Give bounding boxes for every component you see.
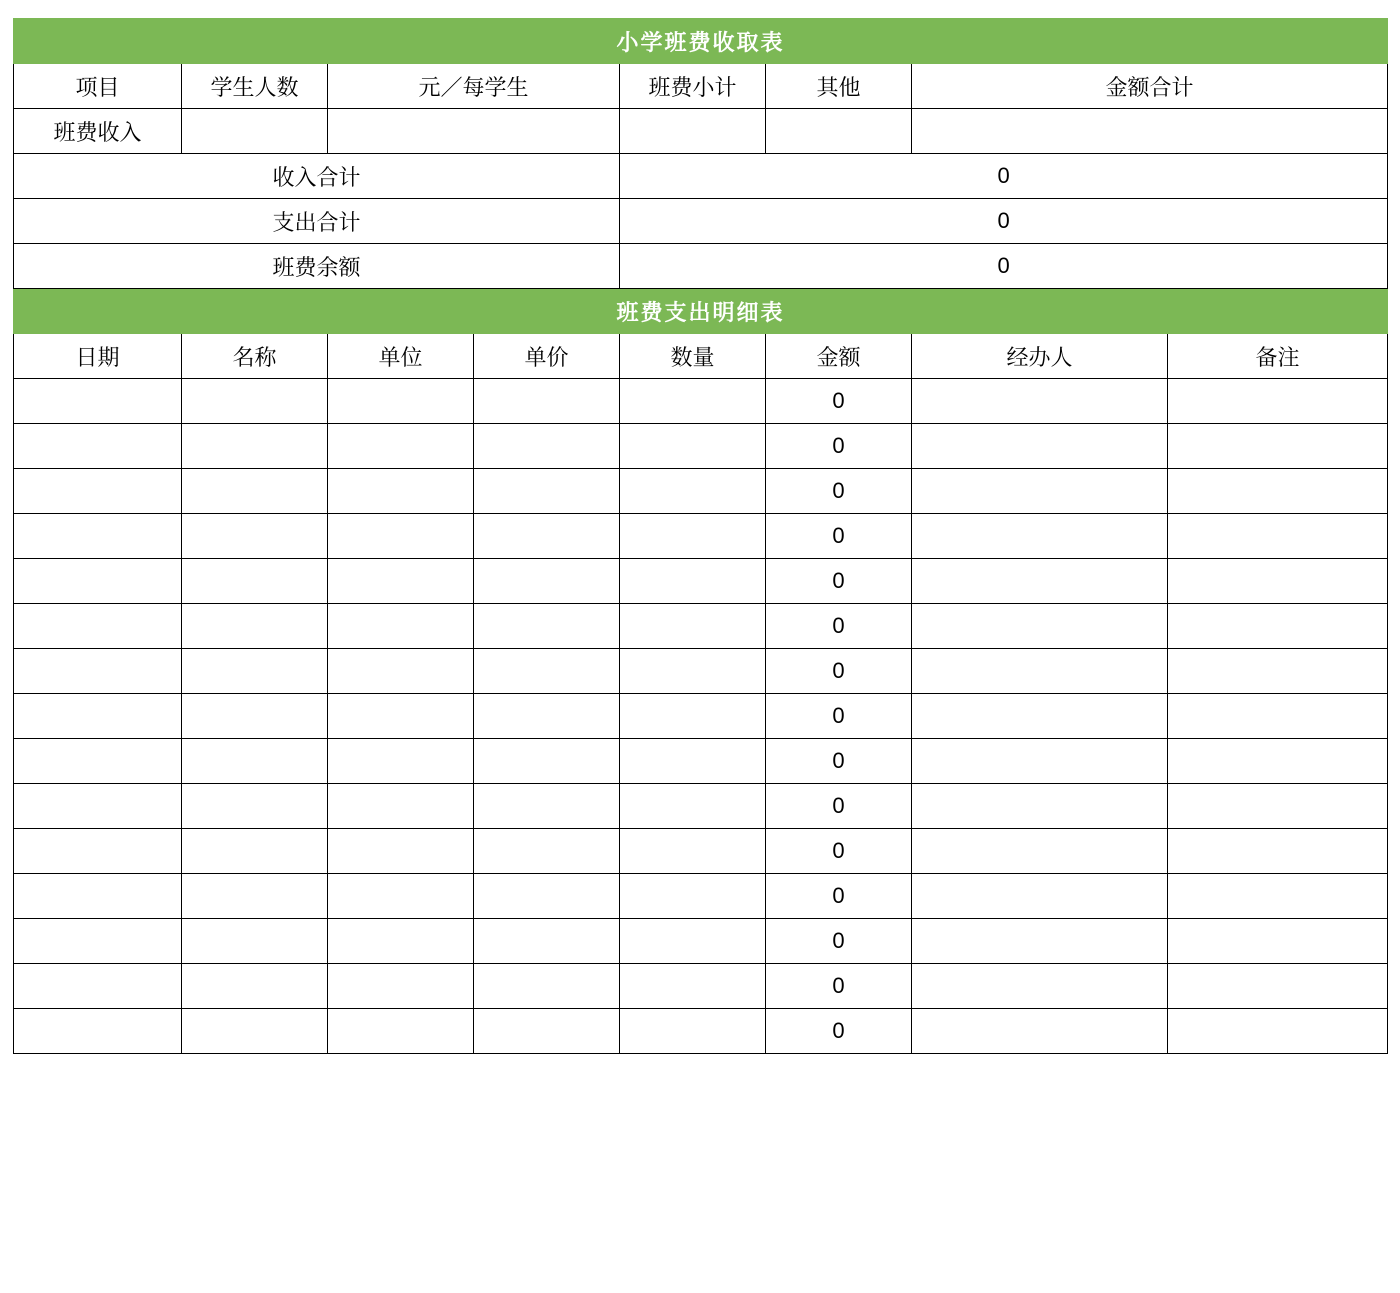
expense-cell-handler[interactable] [912,649,1168,694]
expense-cell-unit[interactable] [328,694,474,739]
expense-cell-name[interactable] [182,514,328,559]
expense-cell-remark[interactable] [1168,694,1388,739]
expense-cell-qty[interactable] [620,424,766,469]
expense-cell-unit[interactable] [328,739,474,784]
expense-cell-handler[interactable] [912,469,1168,514]
expense-cell-name[interactable] [182,739,328,784]
expense-cell-price[interactable] [474,739,620,784]
expense-cell-remark[interactable] [1168,559,1388,604]
expense-cell-unit[interactable] [328,649,474,694]
expense-cell-price[interactable] [474,469,620,514]
expense-cell-name[interactable] [182,604,328,649]
expense-cell-name[interactable] [182,874,328,919]
summary-value-balance[interactable]: 0 [620,244,1388,289]
expense-cell-unit[interactable] [328,559,474,604]
income-row-label: 班费收入 [14,109,182,154]
expense-cell-remark[interactable] [1168,424,1388,469]
expense-cell-handler[interactable] [912,739,1168,784]
table-row [14,919,1388,964]
expense-cell-remark[interactable] [1168,1009,1388,1054]
expense-cell-price[interactable] [474,829,620,874]
table-row [14,469,1388,514]
expense-cell-handler[interactable] [912,559,1168,604]
expense-cell-remark[interactable] [1168,739,1388,784]
income-per-student-cell[interactable] [328,109,620,154]
summary-value-expense-total[interactable]: 0 [620,199,1388,244]
expense-cell-date[interactable] [14,739,182,784]
expense-cell-unit[interactable] [328,514,474,559]
table-row [14,649,1388,694]
income-students-cell[interactable] [182,109,328,154]
summary-label-balance: 班费余额 [14,244,620,289]
expense-header-qty: 数量 [620,334,766,379]
title-row [14,19,1388,64]
expense-cell-qty[interactable] [620,379,766,424]
summary-row-income-total [14,154,1388,199]
expense-cell-date[interactable] [14,559,182,604]
expense-cell-amount[interactable]: 0 [766,829,912,874]
expense-cell-price[interactable] [474,649,620,694]
expense-cell-name[interactable] [182,559,328,604]
expense-cell-unit[interactable] [328,604,474,649]
expense-cell-name[interactable] [182,424,328,469]
expense-cell-remark[interactable] [1168,784,1388,829]
expense-cell-qty[interactable] [620,829,766,874]
expense-cell-price[interactable] [474,604,620,649]
expense-header-unit: 单位 [328,334,474,379]
income-header-per-student: 元／每学生 [328,64,620,109]
expense-cell-unit[interactable] [328,469,474,514]
expense-cell-unit[interactable] [328,424,474,469]
expense-cell-qty[interactable] [620,739,766,784]
table-row [14,694,1388,739]
expense-cell-amount[interactable]: 0 [766,874,912,919]
expense-cell-amount[interactable]: 0 [766,469,912,514]
section-title-row [14,289,1388,334]
expense-cell-amount[interactable]: 0 [766,1009,912,1054]
table-row [14,829,1388,874]
summary-row-expense-total [14,199,1388,244]
expense-cell-amount[interactable]: 0 [766,514,912,559]
expense-cell-remark[interactable] [1168,919,1388,964]
expense-cell-amount[interactable]: 0 [766,604,912,649]
expense-cell-amount[interactable]: 0 [766,919,912,964]
expense-cell-name[interactable] [182,469,328,514]
expense-cell-remark[interactable] [1168,604,1388,649]
expense-cell-unit[interactable] [328,784,474,829]
expense-cell-qty[interactable] [620,469,766,514]
expense-cell-qty[interactable] [620,1009,766,1054]
expense-cell-name[interactable] [182,829,328,874]
summary-label-income-total: 收入合计 [14,154,620,199]
expense-cell-price[interactable] [474,379,620,424]
expense-cell-price[interactable] [474,874,620,919]
table-row [14,1009,1388,1054]
expense-cell-date[interactable] [14,919,182,964]
expense-cell-handler[interactable] [912,379,1168,424]
expense-cell-handler[interactable] [912,604,1168,649]
expense-header-remark: 备注 [1168,334,1388,379]
expense-cell-qty[interactable] [620,874,766,919]
table-row [14,559,1388,604]
expense-cell-price[interactable] [474,784,620,829]
expense-cell-handler[interactable] [912,829,1168,874]
expense-header-row [14,334,1388,379]
income-header-students: 学生人数 [182,64,328,109]
summary-row-balance [14,244,1388,289]
income-header-subtotal: 班费小计 [620,64,766,109]
expense-cell-qty[interactable] [620,604,766,649]
expense-cell-remark[interactable] [1168,649,1388,694]
expense-cell-unit[interactable] [328,874,474,919]
table-row [14,379,1388,424]
expense-cell-qty[interactable] [620,559,766,604]
expense-cell-qty[interactable] [620,649,766,694]
expense-cell-price[interactable] [474,559,620,604]
expense-cell-handler[interactable] [912,919,1168,964]
expense-cell-amount[interactable]: 0 [766,739,912,784]
expense-cell-amount[interactable]: 0 [766,379,912,424]
expense-cell-name[interactable] [182,694,328,739]
expense-cell-qty[interactable] [620,694,766,739]
expense-cell-name[interactable] [182,919,328,964]
expense-cell-handler[interactable] [912,514,1168,559]
table-row [14,964,1388,1009]
expense-cell-remark[interactable] [1168,964,1388,1009]
table-row [14,739,1388,784]
expense-cell-remark[interactable] [1168,469,1388,514]
expense-cell-price[interactable] [474,694,620,739]
expense-rows-body [14,379,1388,1054]
expense-cell-price[interactable] [474,964,620,1009]
expense-cell-name[interactable] [182,649,328,694]
expense-cell-handler[interactable] [912,874,1168,919]
expense-cell-handler[interactable] [912,964,1168,1009]
expense-header-name: 名称 [182,334,328,379]
expense-cell-amount[interactable]: 0 [766,559,912,604]
income-header-row [14,64,1388,109]
table-row [14,604,1388,649]
section-title: 班费支出明细表 [14,289,1388,334]
expense-cell-name[interactable] [182,379,328,424]
expense-cell-amount[interactable]: 0 [766,694,912,739]
expense-cell-price[interactable] [474,1009,620,1054]
expense-cell-amount[interactable]: 0 [766,964,912,1009]
expense-cell-handler[interactable] [912,784,1168,829]
expense-cell-unit[interactable] [328,964,474,1009]
summary-label-expense-total: 支出合计 [14,199,620,244]
expense-cell-date[interactable] [14,379,182,424]
expense-cell-date[interactable] [14,469,182,514]
expense-cell-price[interactable] [474,514,620,559]
budget-sheet-table [13,18,1388,1054]
expense-cell-price[interactable] [474,424,620,469]
expense-cell-date[interactable] [14,874,182,919]
expense-header-date: 日期 [14,334,182,379]
table-row [14,874,1388,919]
expense-cell-amount[interactable]: 0 [766,424,912,469]
income-header-item: 项目 [14,64,182,109]
expense-header-amount: 金额 [766,334,912,379]
expense-cell-remark[interactable] [1168,874,1388,919]
expense-cell-date[interactable] [14,964,182,1009]
expense-cell-unit[interactable] [328,919,474,964]
expense-cell-qty[interactable] [620,514,766,559]
expense-cell-qty[interactable] [620,964,766,1009]
table-row [14,424,1388,469]
expense-cell-date[interactable] [14,694,182,739]
expense-cell-amount[interactable]: 0 [766,784,912,829]
expense-cell-handler[interactable] [912,1009,1168,1054]
expense-header-price: 单价 [474,334,620,379]
expense-cell-unit[interactable] [328,829,474,874]
spreadsheet-sheet [13,0,1387,1054]
expense-cell-date[interactable] [14,514,182,559]
table-row [14,784,1388,829]
expense-cell-remark[interactable] [1168,829,1388,874]
expense-cell-qty[interactable] [620,784,766,829]
document-title: 小学班费收取表 [14,19,1388,64]
summary-value-income-total[interactable]: 0 [620,154,1388,199]
expense-cell-date[interactable] [14,649,182,694]
income-subtotal-cell[interactable] [620,109,766,154]
expense-cell-date[interactable] [14,1009,182,1054]
expense-cell-name[interactable] [182,1009,328,1054]
expense-cell-date[interactable] [14,604,182,649]
expense-cell-name[interactable] [182,784,328,829]
income-header-other: 其他 [766,64,912,109]
income-total-cell[interactable] [912,109,1388,154]
income-header-total: 金额合计 [912,64,1388,109]
expense-cell-name[interactable] [182,964,328,1009]
expense-cell-remark[interactable] [1168,514,1388,559]
expense-cell-remark[interactable] [1168,379,1388,424]
expense-cell-amount[interactable]: 0 [766,649,912,694]
expense-cell-handler[interactable] [912,424,1168,469]
expense-header-handler: 经办人 [912,334,1168,379]
expense-cell-qty[interactable] [620,919,766,964]
income-other-cell[interactable] [766,109,912,154]
expense-cell-price[interactable] [474,919,620,964]
expense-cell-unit[interactable] [328,1009,474,1054]
table-row [14,514,1388,559]
expense-cell-date[interactable] [14,784,182,829]
expense-cell-date[interactable] [14,424,182,469]
expense-cell-date[interactable] [14,829,182,874]
expense-cell-unit[interactable] [328,379,474,424]
expense-cell-handler[interactable] [912,694,1168,739]
income-data-row [14,109,1388,154]
